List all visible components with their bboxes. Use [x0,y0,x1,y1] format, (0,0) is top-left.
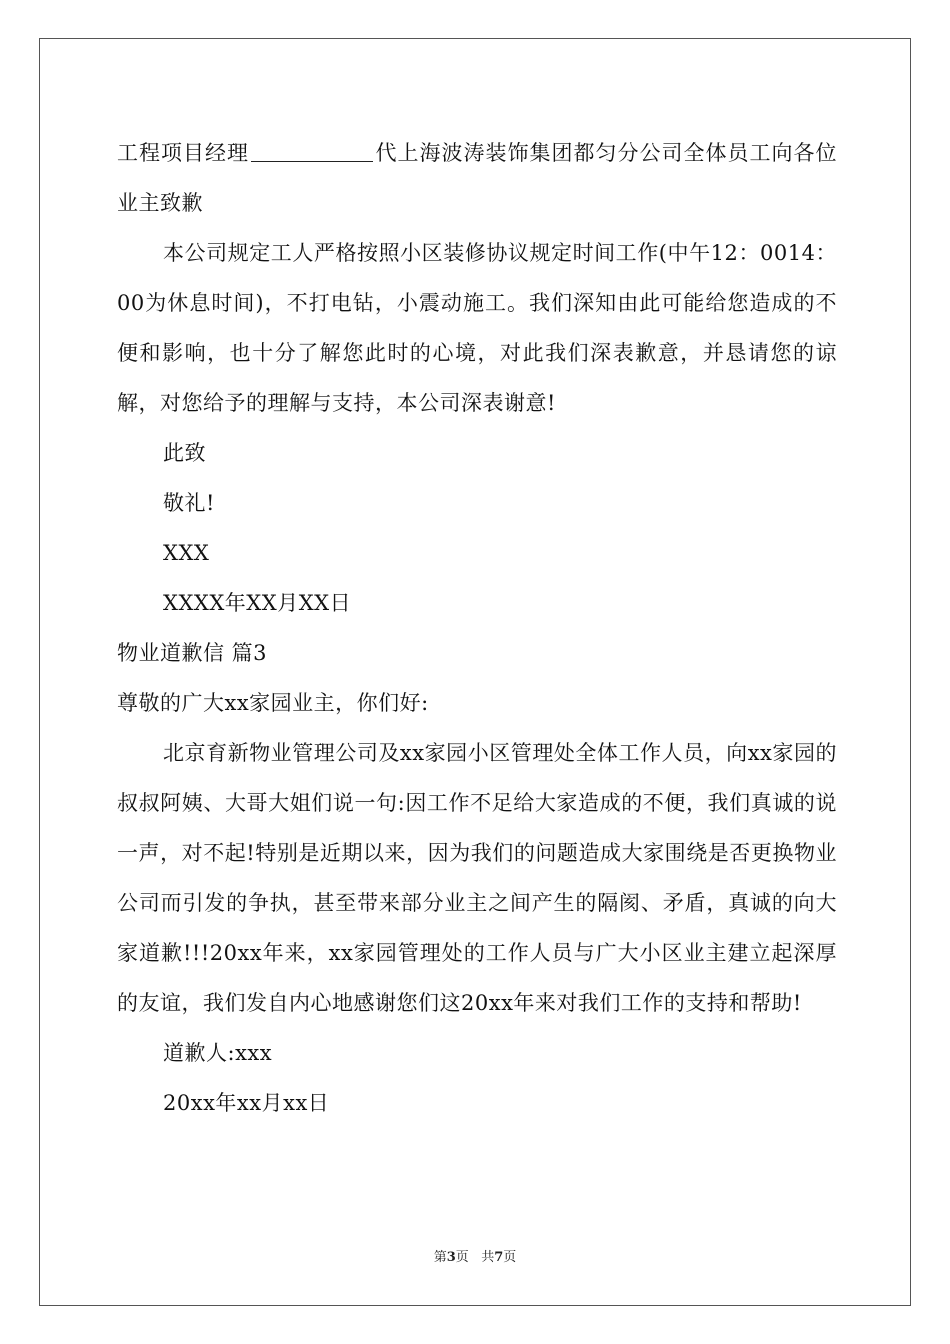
closing-regards: 敬礼! [163,491,215,515]
section2-signer: 道歉人:xxx [163,1041,273,1065]
title-text: 代上海波涛装饰集团都匀分公司全体员工向各位业主致歉 [117,141,837,215]
page-total: 7 [494,1250,504,1265]
page-current: 3 [446,1250,456,1265]
total-suffix: 页 [503,1250,517,1265]
page-prefix: 第 [433,1250,447,1265]
blank-underline [251,141,373,162]
page-suffix: 页 [455,1250,469,1265]
closing-salutation: 此致 [163,441,206,465]
document-body [117,128,837,1128]
page-footer [0,1246,950,1265]
title-role: 工程项目经理 [117,141,249,165]
section2-body: 北京育新物业管理公司及xx家园小区管理处全体工作人员，向xx家园的叔叔阿姨、大哥大姐们说一句:因工作不足给大家造成的不便，我们真诚的说一声，对不起!特别是近期以来，因为我们的问题造成大家围绕是否更换物业公司而引发的争执，甚至带来部分业主之间产生的隔阂、矛盾，真诚的向大家道歉!!!20xx年来，xx家园管理处的工作人员与广大小区业主建立起深厚的友谊，我们发自内心地感谢您们这20xx年来对我们工作的支持和帮助! [117,741,837,1015]
section2-date: 20xx年xx月xx日 [163,1091,330,1115]
section1-date: XXXX年XX月XX日 [163,591,352,615]
section1-body: 本公司规定工人严格按照小区装修协议规定时间工作(中午12：0014：00为休息时间)，不打电钻，小震动施工。我们深知由此可能给您造成的不便和影响，也十分了解您此时的心境，对此我们深表歉意，并恳请您的谅解，对您给予的理解与支持，本公司深表谢意! [117,241,837,415]
section1-title [117,128,837,228]
section1-signer: XXX [163,541,210,565]
section2-salutation: 尊敬的广大xx家园业主，你们好: [117,691,429,715]
total-prefix: 共 [481,1250,495,1265]
section2-heading: 物业道歉信 篇3 [117,641,268,665]
